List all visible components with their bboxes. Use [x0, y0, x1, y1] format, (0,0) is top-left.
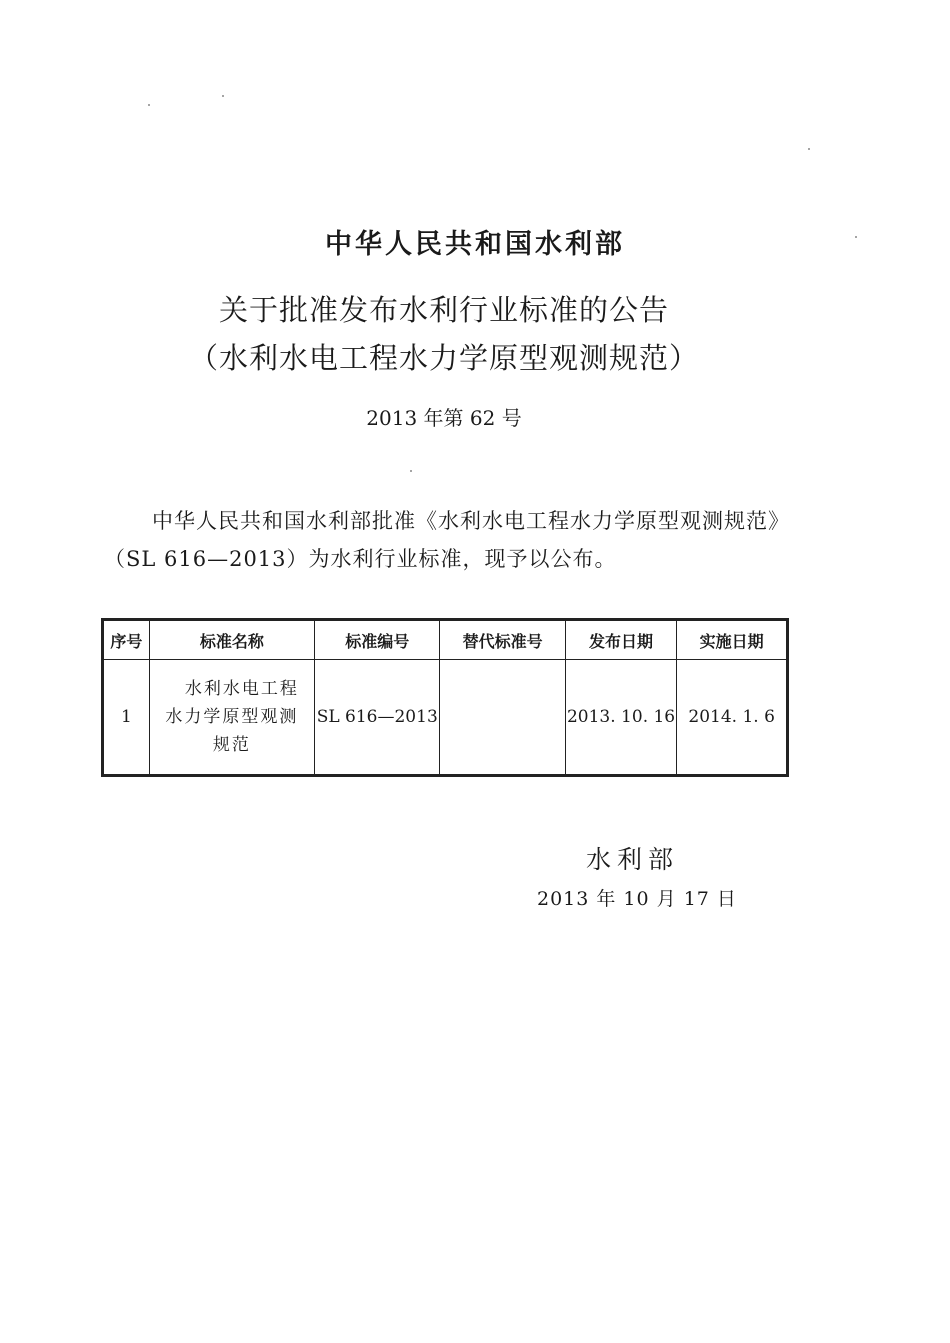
standards-table [101, 618, 789, 777]
table-header-row [103, 620, 788, 660]
cell-code: SL 616—2013 [315, 660, 440, 776]
header-code: 标准编号 [315, 620, 440, 660]
name-line: 规范 [212, 735, 251, 755]
header-replaces: 替代标准号 [440, 620, 565, 660]
ministry-heading: 中华人民共和国水利部 [325, 229, 625, 260]
cell-no: 1 [103, 660, 150, 776]
announcement-subtitle: （水利水电工程水力学原型观测规范） [188, 341, 699, 375]
header-effective-date: 实施日期 [677, 620, 788, 660]
announcement-paragraph: 中华人民共和国水利部批准《水利水电工程水力学原型观测规范》（SL 616—2013）为水利行业标准，现予以公布。 [104, 509, 790, 571]
cell-replaces [440, 660, 565, 776]
cell-name [149, 660, 314, 776]
announcement-title: 关于批准发布水利行业标准的公告 [218, 293, 669, 327]
scan-speck [410, 470, 412, 472]
scan-speck [855, 236, 857, 238]
name-line: 水力学原型观测 [165, 707, 299, 727]
scan-speck [148, 104, 150, 106]
signature-date: 2013 年 10 月 17 日 [537, 888, 737, 910]
table-row [103, 660, 788, 776]
header-issue-date: 发布日期 [565, 620, 677, 660]
header-no: 序号 [103, 620, 150, 660]
header-name: 标准名称 [149, 620, 314, 660]
document-number: 2013 年第 62 号 [366, 406, 522, 430]
scan-speck [808, 148, 810, 150]
name-line: 水利水电工程 [184, 679, 299, 699]
cell-issue-date: 2013. 10. 16 [565, 660, 677, 776]
scan-speck [222, 95, 224, 97]
signature-org: 水利部 [586, 845, 680, 874]
cell-effective-date: 2014. 1. 6 [677, 660, 788, 776]
